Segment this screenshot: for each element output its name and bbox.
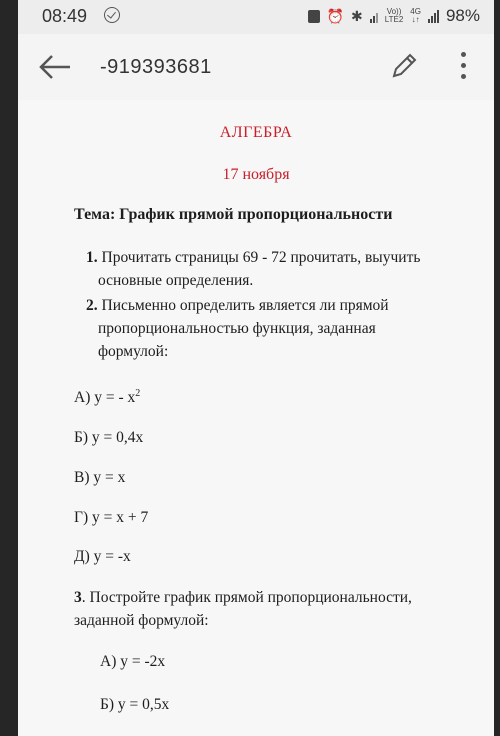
task-1-line-2: основные определения. — [98, 272, 254, 289]
alarm-icon: ⏰ — [326, 7, 345, 24]
option-v: В) у = х — [74, 469, 126, 486]
subject-title: АЛГЕБРА — [219, 124, 293, 141]
option-a — [74, 388, 140, 407]
task-3-line-1: . Постройте график прямой пропорциональности, — [81, 589, 412, 606]
document-date: 17 ноября — [222, 166, 290, 183]
option-d: Д) у = -х — [74, 548, 131, 565]
option-a-label: А) у = - х — [74, 389, 136, 407]
signal-strong-icon — [428, 10, 439, 23]
task-3-number: 3 — [74, 589, 82, 606]
check-circle-icon — [104, 7, 120, 23]
volte-top: Vo)) — [386, 7, 402, 16]
back-arrow-icon[interactable] — [38, 52, 72, 82]
task-1 — [86, 246, 476, 292]
status-bar — [18, 0, 494, 34]
task-2-line-1: Письменно определить является ли прямой — [97, 297, 389, 314]
screen — [18, 0, 494, 736]
task-1-line-1: Прочитать страницы 69 - 72 прочитать, выучить — [97, 249, 421, 266]
task-3-line-2: заданной формулой: — [74, 612, 209, 629]
task-3 — [74, 586, 474, 632]
more-vertical-icon[interactable] — [458, 52, 468, 86]
option-g: Г) у = х + 7 — [74, 509, 149, 526]
pencil-icon[interactable] — [388, 50, 420, 82]
topic-heading: Тема: График прямой пропорциональности — [74, 206, 393, 223]
4g-indicator — [410, 8, 421, 24]
volte-indicator — [385, 8, 404, 24]
task-2-line-2: пропорциональностью функция, заданная — [98, 320, 376, 337]
volte-bottom: LTE2 — [384, 15, 404, 24]
document-image — [18, 100, 494, 736]
task-3-option-b: Б) у = 0,5х — [100, 696, 170, 713]
status-icons — [308, 6, 480, 26]
battery-level: 98% — [445, 6, 480, 25]
bluetooth-icon: ✱ — [351, 7, 363, 24]
task-2-line-3: формулой: — [98, 343, 169, 360]
task-3-option-a: А) у = -2х — [100, 653, 166, 670]
option-a-exponent: 2 — [135, 388, 141, 399]
app-bar — [18, 34, 494, 100]
option-b: Б) у = 0,4х — [74, 429, 144, 446]
signal-weak-icon — [370, 10, 378, 23]
4g-top: 4G — [410, 7, 421, 16]
status-time: 08:49 — [42, 6, 88, 26]
task-2-number: 2. — [86, 297, 98, 314]
chat-title: -919393681 — [100, 56, 212, 78]
task-1-number: 1. — [86, 249, 98, 266]
task-2 — [86, 294, 476, 363]
notification-icon — [308, 10, 320, 23]
4g-bottom: ↓↑ — [411, 15, 420, 24]
